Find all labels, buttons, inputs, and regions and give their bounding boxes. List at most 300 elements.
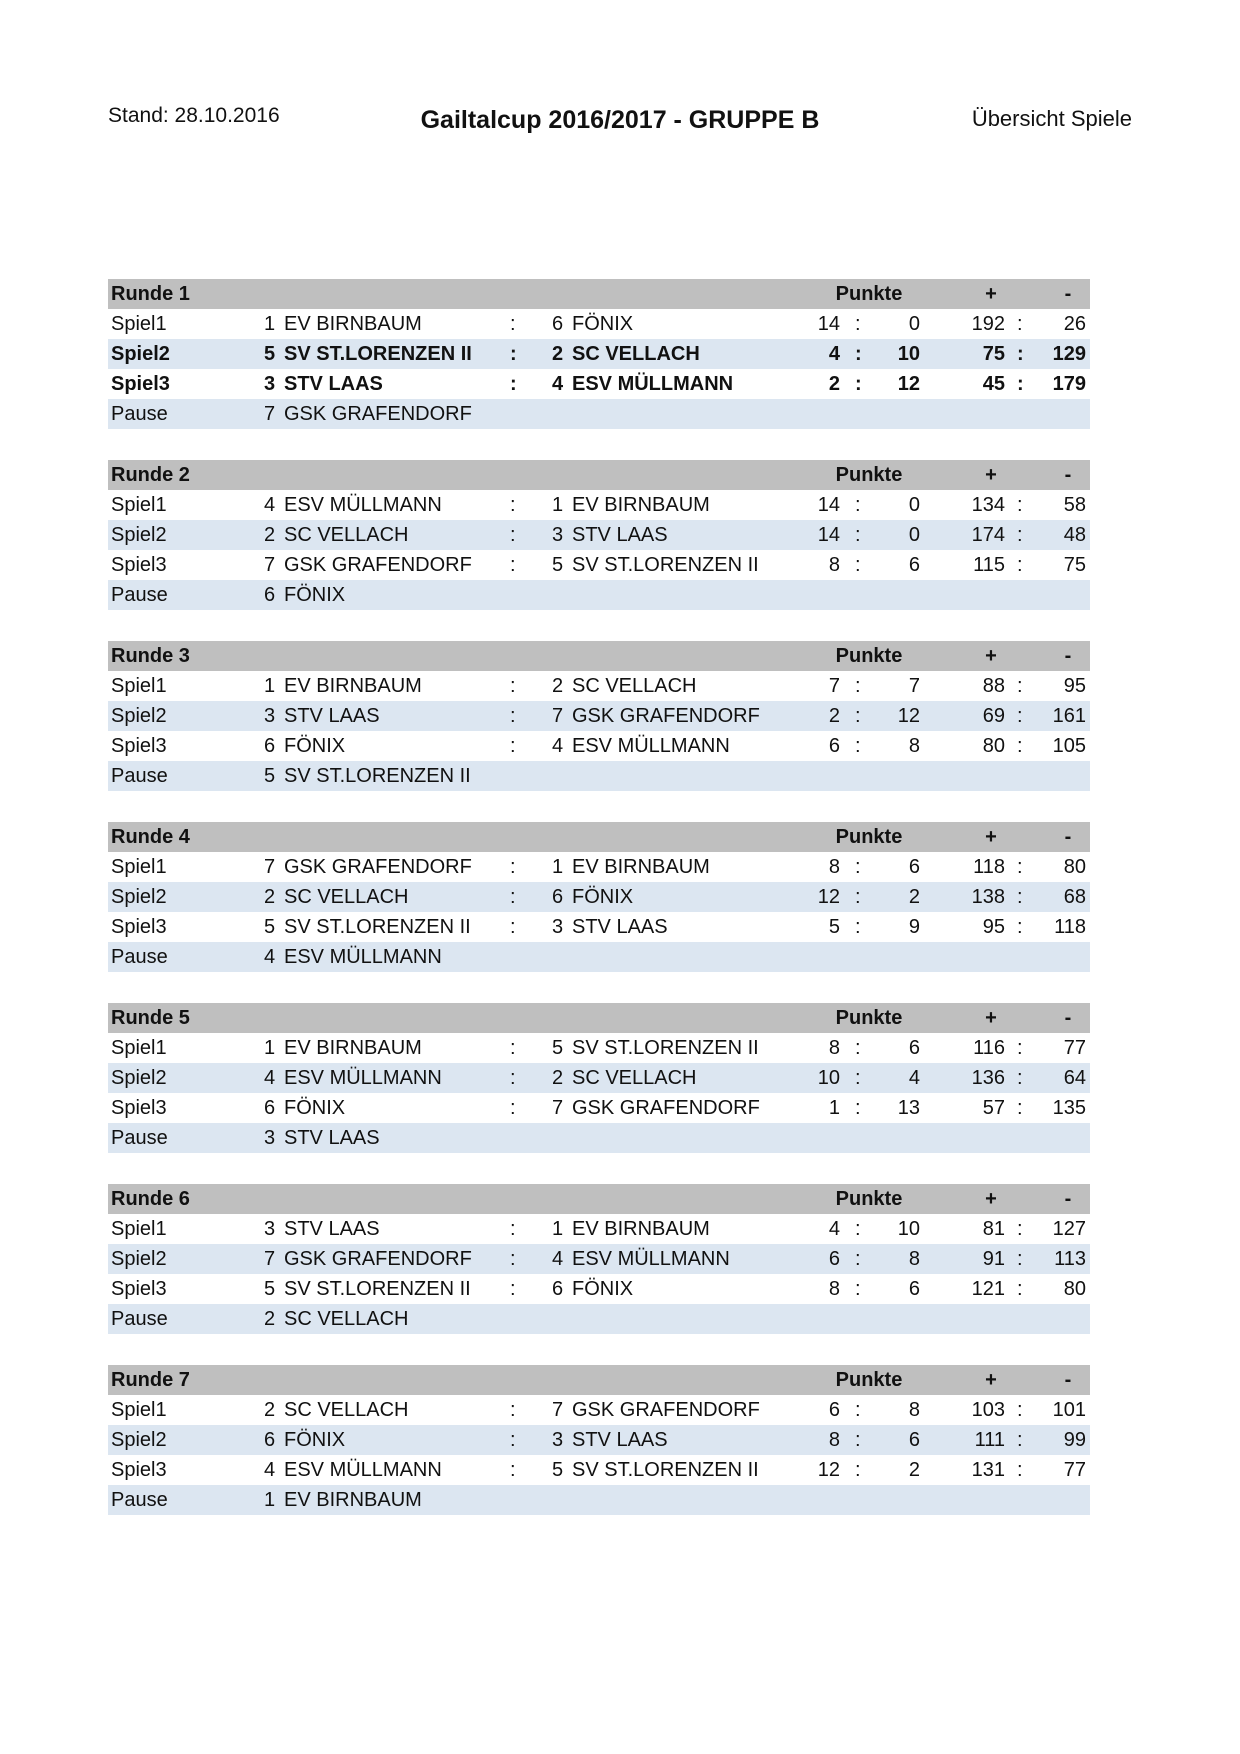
home-team-number: 4: [264, 494, 276, 516]
away-team-name: STV LAAS: [572, 524, 668, 546]
versus-separator: :: [510, 1067, 516, 1089]
points-separator: :: [855, 1097, 861, 1119]
away-team-number: 3: [552, 916, 564, 938]
versus-separator: :: [510, 735, 516, 757]
versus-separator: :: [510, 494, 516, 516]
score-plus: 116: [973, 1037, 1005, 1059]
points-home: 14: [817, 494, 840, 516]
points-away: 7: [908, 675, 920, 697]
points-separator: :: [855, 1459, 861, 1481]
game-row: [108, 852, 1090, 882]
plus-header: +: [985, 826, 997, 848]
points-away: 6: [908, 554, 920, 576]
game-row: [108, 1093, 1090, 1123]
plus-header: +: [985, 283, 997, 305]
home-team-number: 2: [264, 524, 276, 546]
pause-team-number: 6: [264, 584, 276, 606]
points-away: 6: [908, 1429, 920, 1451]
score-separator: :: [1017, 1067, 1023, 1089]
away-team-name: GSK GRAFENDORF: [572, 1097, 760, 1119]
home-team-name: STV LAAS: [284, 373, 383, 395]
away-team-number: 7: [552, 1097, 564, 1119]
game-row: [108, 369, 1090, 399]
away-team-name: STV LAAS: [572, 1429, 668, 1451]
score-separator: :: [1017, 1459, 1023, 1481]
versus-separator: :: [510, 373, 517, 395]
points-home: 6: [828, 1248, 840, 1270]
versus-separator: :: [510, 1459, 516, 1481]
points-separator: :: [855, 1429, 861, 1451]
pause-label: Pause: [111, 403, 168, 425]
versus-separator: :: [510, 916, 516, 938]
score-separator: :: [1017, 554, 1023, 576]
score-minus: 80: [1063, 856, 1086, 878]
round-header-row: [108, 1184, 1090, 1214]
home-team-number: 6: [264, 1429, 276, 1451]
pause-label: Pause: [111, 584, 168, 606]
round-block: [108, 460, 1090, 610]
score-plus: 91: [982, 1248, 1005, 1270]
game-label: Spiel2: [111, 343, 170, 365]
game-row: [108, 550, 1090, 580]
game-row: [108, 1455, 1090, 1485]
points-separator: :: [855, 886, 861, 908]
versus-separator: :: [510, 524, 516, 546]
score-plus: 136: [971, 1067, 1005, 1089]
away-team-name: SC VELLACH: [572, 1067, 697, 1089]
score-minus: 77: [1063, 1459, 1086, 1481]
plus-header: +: [985, 1369, 997, 1391]
home-team-name: SC VELLACH: [284, 1399, 409, 1421]
round-header-row: [108, 1365, 1090, 1395]
versus-separator: :: [510, 705, 516, 727]
away-team-name: EV BIRNBAUM: [572, 494, 710, 516]
home-team-number: 7: [264, 1248, 276, 1270]
points-separator: :: [855, 735, 861, 757]
game-label: Spiel3: [111, 373, 170, 395]
home-team-number: 3: [264, 705, 276, 727]
score-separator: :: [1017, 1429, 1023, 1451]
score-separator: :: [1017, 1218, 1023, 1240]
round-header-row: [108, 279, 1090, 309]
pause-label: Pause: [111, 946, 168, 968]
home-team-number: 7: [264, 554, 276, 576]
home-team-name: ESV MÜLLMANN: [284, 1067, 442, 1089]
pause-team-number: 7: [264, 403, 276, 425]
score-plus: 118: [973, 856, 1005, 878]
score-separator: :: [1017, 343, 1024, 365]
away-team-name: FÖNIX: [572, 886, 634, 908]
round-block: [108, 1184, 1090, 1334]
home-team-number: 4: [264, 1067, 276, 1089]
pause-team-name: GSK GRAFENDORF: [284, 403, 472, 425]
round-header-row: [108, 822, 1090, 852]
score-separator: :: [1017, 494, 1023, 516]
versus-separator: :: [510, 343, 517, 365]
points-away: 12: [897, 705, 920, 727]
round-title: Runde 4: [111, 826, 190, 848]
round-block: [108, 1365, 1090, 1515]
points-separator: :: [855, 916, 861, 938]
game-row: [108, 1033, 1090, 1063]
round-header-row: [108, 460, 1090, 490]
points-away: 6: [908, 1278, 920, 1300]
score-plus: 134: [971, 494, 1005, 516]
points-home: 8: [828, 554, 840, 576]
home-team-name: FÖNIX: [284, 1429, 346, 1451]
stand-date: Stand: 28.10.2016: [108, 104, 280, 127]
pause-team-number: 1: [264, 1489, 276, 1511]
home-team-name: FÖNIX: [284, 1097, 346, 1119]
versus-separator: :: [510, 313, 516, 335]
score-minus: 64: [1063, 1067, 1086, 1089]
pause-team-number: 5: [264, 765, 276, 787]
score-separator: :: [1017, 1248, 1023, 1270]
punkte-header: Punkte: [835, 826, 903, 848]
round-title: Runde 1: [111, 283, 190, 305]
home-team-name: GSK GRAFENDORF: [284, 856, 472, 878]
points-away: 0: [908, 494, 920, 516]
away-team-number: 1: [552, 856, 564, 878]
versus-separator: :: [510, 1429, 516, 1451]
home-team-name: EV BIRNBAUM: [284, 313, 422, 335]
points-home: 12: [817, 1459, 840, 1481]
home-team-name: GSK GRAFENDORF: [284, 1248, 472, 1270]
score-minus: 105: [1052, 735, 1086, 757]
score-plus: 80: [982, 735, 1005, 757]
pause-team-name: EV BIRNBAUM: [284, 1489, 422, 1511]
score-minus: 113: [1054, 1248, 1086, 1270]
score-separator: :: [1017, 373, 1024, 395]
game-row: [108, 671, 1090, 701]
game-row: [108, 1395, 1090, 1425]
pause-label: Pause: [111, 1127, 168, 1149]
pause-label: Pause: [111, 1489, 168, 1511]
away-team-number: 3: [552, 524, 564, 546]
score-separator: :: [1017, 675, 1023, 697]
away-team-name: FÖNIX: [572, 1278, 634, 1300]
home-team-name: SC VELLACH: [284, 524, 409, 546]
away-team-number: 3: [552, 1429, 564, 1451]
points-away: 9: [908, 916, 920, 938]
away-team-name: ESV MÜLLMANN: [572, 373, 734, 395]
score-minus: 68: [1063, 886, 1086, 908]
score-minus: 26: [1063, 313, 1086, 335]
score-separator: :: [1017, 886, 1023, 908]
score-plus: 192: [971, 313, 1005, 335]
points-away: 0: [908, 524, 920, 546]
game-row: [108, 912, 1090, 942]
score-plus: 81: [982, 1218, 1005, 1240]
points-away: 8: [908, 735, 920, 757]
pause-label: Pause: [111, 1308, 168, 1330]
game-label: Spiel2: [111, 524, 167, 546]
points-separator: :: [855, 313, 861, 335]
game-label: Spiel3: [111, 1459, 167, 1481]
points-home: 5: [828, 916, 840, 938]
away-team-number: 6: [552, 886, 564, 908]
points-away: 6: [908, 1037, 920, 1059]
versus-separator: :: [510, 1218, 516, 1240]
points-separator: :: [855, 494, 861, 516]
points-away: 2: [908, 886, 920, 908]
game-row: [108, 1214, 1090, 1244]
home-team-number: 1: [264, 313, 276, 335]
score-separator: :: [1017, 1278, 1023, 1300]
plus-header: +: [985, 1188, 997, 1210]
score-separator: :: [1017, 916, 1023, 938]
round-block: [108, 822, 1090, 972]
home-team-name: SC VELLACH: [284, 886, 409, 908]
away-team-name: STV LAAS: [572, 916, 668, 938]
away-team-number: 4: [552, 1248, 564, 1270]
score-plus: 88: [982, 675, 1005, 697]
score-plus: 121: [971, 1278, 1005, 1300]
away-team-number: 4: [552, 373, 564, 395]
versus-separator: :: [510, 1097, 516, 1119]
home-team-number: 6: [264, 1097, 276, 1119]
points-away: 2: [908, 1459, 920, 1481]
score-minus: 129: [1052, 343, 1086, 365]
points-separator: :: [855, 1067, 861, 1089]
away-team-name: ESV MÜLLMANN: [572, 1248, 730, 1270]
round-header-row: [108, 641, 1090, 671]
score-plus: 131: [971, 1459, 1005, 1481]
away-team-number: 1: [552, 1218, 564, 1240]
home-team-number: 2: [264, 886, 276, 908]
home-team-number: 5: [264, 1278, 276, 1300]
score-plus: 111: [974, 1429, 1005, 1451]
game-row: [108, 1244, 1090, 1274]
pause-row: [108, 399, 1090, 429]
points-home: 1: [828, 1097, 840, 1119]
away-team-name: SC VELLACH: [572, 675, 697, 697]
score-minus: 48: [1063, 524, 1086, 546]
game-label: Spiel1: [111, 494, 167, 516]
points-away: 0: [908, 313, 920, 335]
game-label: Spiel1: [111, 313, 167, 335]
pause-team-number: 4: [264, 946, 276, 968]
home-team-name: EV BIRNBAUM: [284, 675, 422, 697]
score-plus: 57: [982, 1097, 1005, 1119]
pause-row: [108, 942, 1090, 972]
points-separator: :: [855, 373, 862, 395]
game-row: [108, 882, 1090, 912]
points-separator: :: [855, 1278, 861, 1300]
home-team-name: SV ST.LORENZEN II: [284, 1278, 471, 1300]
home-team-name: ESV MÜLLMANN: [284, 1459, 442, 1481]
game-label: Spiel2: [111, 1429, 167, 1451]
score-minus: 95: [1063, 675, 1086, 697]
away-team-number: 6: [552, 1278, 564, 1300]
home-team-name: SV ST.LORENZEN II: [284, 343, 472, 365]
home-team-number: 2: [264, 1399, 276, 1421]
game-label: Spiel3: [111, 1097, 167, 1119]
points-home: 2: [828, 373, 840, 395]
pause-team-name: SC VELLACH: [284, 1308, 409, 1330]
versus-separator: :: [510, 1399, 516, 1421]
points-separator: :: [855, 1399, 861, 1421]
points-separator: :: [855, 1248, 861, 1270]
score-minus: 58: [1063, 494, 1086, 516]
versus-separator: :: [510, 675, 516, 697]
away-team-name: GSK GRAFENDORF: [572, 705, 760, 727]
score-separator: :: [1017, 1399, 1023, 1421]
versus-separator: :: [510, 1037, 516, 1059]
home-team-name: FÖNIX: [284, 735, 346, 757]
minus-header: -: [1064, 645, 1072, 667]
game-label: Spiel2: [111, 886, 167, 908]
home-team-name: SV ST.LORENZEN II: [284, 916, 471, 938]
away-team-number: 2: [552, 1067, 564, 1089]
away-team-name: ESV MÜLLMANN: [572, 735, 730, 757]
home-team-number: 3: [264, 373, 276, 395]
score-minus: 118: [1054, 916, 1086, 938]
score-plus: 45: [982, 373, 1005, 395]
score-separator: :: [1017, 1097, 1023, 1119]
page-title: Gailtalcup 2016/2017 - GRUPPE B: [420, 106, 820, 134]
home-team-number: 4: [264, 1459, 276, 1481]
game-label: Spiel1: [111, 856, 167, 878]
game-label: Spiel3: [111, 1278, 167, 1300]
points-home: 4: [828, 1218, 840, 1240]
game-label: Spiel3: [111, 916, 167, 938]
game-row: [108, 1063, 1090, 1093]
pause-team-name: STV LAAS: [284, 1127, 380, 1149]
score-separator: :: [1017, 313, 1023, 335]
away-team-name: EV BIRNBAUM: [572, 1218, 710, 1240]
minus-header: -: [1064, 1007, 1072, 1029]
pause-row: [108, 580, 1090, 610]
points-home: 8: [828, 1278, 840, 1300]
away-team-name: EV BIRNBAUM: [572, 856, 710, 878]
pause-row: [108, 1304, 1090, 1334]
minus-header: -: [1064, 826, 1072, 848]
points-separator: :: [855, 1037, 861, 1059]
points-separator: :: [855, 705, 861, 727]
round-block: [108, 641, 1090, 791]
game-label: Spiel3: [111, 554, 167, 576]
points-home: 7: [828, 675, 840, 697]
points-home: 6: [828, 1399, 840, 1421]
score-minus: 127: [1052, 1218, 1086, 1240]
points-home: 8: [828, 1037, 840, 1059]
points-home: 2: [828, 705, 840, 727]
versus-separator: :: [510, 886, 516, 908]
score-plus: 75: [982, 343, 1005, 365]
round-title: Runde 7: [111, 1369, 190, 1391]
punkte-header: Punkte: [835, 464, 903, 486]
pause-team-name: FÖNIX: [284, 584, 346, 606]
round-block: [108, 279, 1090, 429]
away-team-name: SV ST.LORENZEN II: [572, 1037, 759, 1059]
home-team-number: 1: [264, 1037, 276, 1059]
score-minus: 75: [1063, 554, 1086, 576]
away-team-number: 7: [552, 705, 564, 727]
game-label: Spiel2: [111, 705, 167, 727]
home-team-number: 5: [264, 343, 276, 365]
away-team-name: GSK GRAFENDORF: [572, 1399, 760, 1421]
game-label: Spiel3: [111, 735, 167, 757]
away-team-number: 2: [552, 343, 564, 365]
versus-separator: :: [510, 1248, 516, 1270]
pause-row: [108, 761, 1090, 791]
home-team-name: STV LAAS: [284, 705, 380, 727]
versus-separator: :: [510, 1278, 516, 1300]
game-label: Spiel1: [111, 675, 167, 697]
punkte-header: Punkte: [835, 283, 903, 305]
home-team-number: 1: [264, 675, 276, 697]
punkte-header: Punkte: [835, 1188, 903, 1210]
home-team-number: 3: [264, 1218, 276, 1240]
score-minus: 77: [1063, 1037, 1086, 1059]
minus-header: -: [1064, 1369, 1072, 1391]
rounds-table: [108, 279, 1090, 1546]
away-team-name: FÖNIX: [572, 313, 634, 335]
versus-separator: :: [510, 856, 516, 878]
points-home: 8: [828, 856, 840, 878]
minus-header: -: [1064, 1188, 1072, 1210]
points-away: 8: [908, 1399, 920, 1421]
home-team-name: GSK GRAFENDORF: [284, 554, 472, 576]
punkte-header: Punkte: [835, 1369, 903, 1391]
game-label: Spiel1: [111, 1399, 167, 1421]
away-team-number: 6: [552, 313, 564, 335]
score-separator: :: [1017, 1037, 1023, 1059]
round-block: [108, 1003, 1090, 1153]
score-minus: 99: [1063, 1429, 1086, 1451]
game-label: Spiel1: [111, 1037, 167, 1059]
game-row: [108, 309, 1090, 339]
points-home: 8: [828, 1429, 840, 1451]
points-away: 4: [908, 1067, 920, 1089]
home-team-number: 7: [264, 856, 276, 878]
score-minus: 179: [1052, 373, 1086, 395]
game-label: Spiel2: [111, 1248, 167, 1270]
punkte-header: Punkte: [835, 645, 903, 667]
points-away: 8: [908, 1248, 920, 1270]
points-separator: :: [855, 856, 861, 878]
round-title: Runde 5: [111, 1007, 190, 1029]
points-separator: :: [855, 524, 861, 546]
points-home: 14: [817, 524, 840, 546]
plus-header: +: [985, 1007, 997, 1029]
pause-team-number: 3: [264, 1127, 276, 1149]
points-home: 10: [817, 1067, 840, 1089]
game-label: Spiel1: [111, 1218, 167, 1240]
score-minus: 80: [1063, 1278, 1086, 1300]
score-separator: :: [1017, 735, 1023, 757]
points-home: 12: [817, 886, 840, 908]
pause-team-number: 2: [264, 1308, 276, 1330]
minus-header: -: [1064, 283, 1072, 305]
home-team-number: 6: [264, 735, 276, 757]
score-minus: 161: [1052, 705, 1086, 727]
points-separator: :: [855, 675, 861, 697]
away-team-number: 5: [552, 554, 564, 576]
home-team-name: EV BIRNBAUM: [284, 1037, 422, 1059]
punkte-header: Punkte: [835, 1007, 903, 1029]
score-minus: 135: [1052, 1097, 1086, 1119]
score-plus: 138: [971, 886, 1005, 908]
points-away: 12: [897, 373, 920, 395]
score-plus: 174: [971, 524, 1005, 546]
score-plus: 103: [971, 1399, 1005, 1421]
home-team-number: 5: [264, 916, 276, 938]
away-team-name: SV ST.LORENZEN II: [572, 1459, 759, 1481]
away-team-name: SV ST.LORENZEN II: [572, 554, 759, 576]
home-team-name: STV LAAS: [284, 1218, 380, 1240]
